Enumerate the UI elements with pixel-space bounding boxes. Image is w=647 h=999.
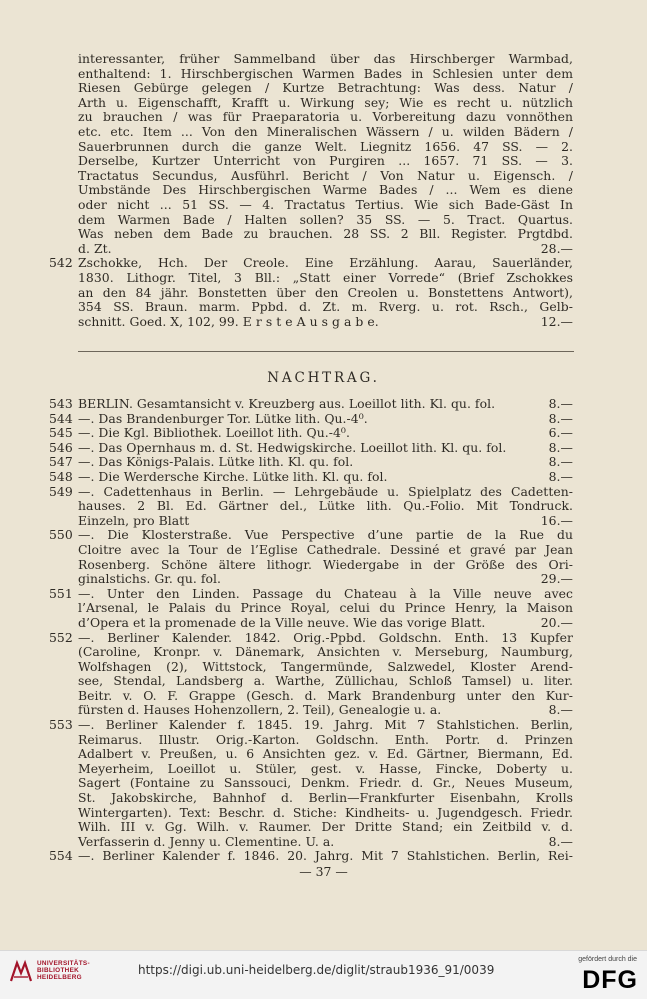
text-line: Reimarus. Illustr. Orig.-Karton. Goldschn. Enth. Portr. d. Prinzen: [78, 732, 573, 747]
entry-number: 550: [49, 528, 73, 543]
entry-text: d. Zt.: [78, 240, 112, 256]
entry-text: —. Die Kgl. Bibliothek. Loeillot lith. Qu.-4⁰.: [78, 425, 350, 441]
text-line: Meyerheim, Loeillot u. Stüler, gest. v. Hasse, Fincke, Doberty u.: [78, 761, 573, 776]
dfg-logo: DFG: [582, 966, 638, 994]
text-line: Umbstände Des Hirschbergischen Warme Bades / ... Wem es diene: [78, 183, 573, 198]
entry-number: 551: [49, 586, 73, 601]
text-line: [49, 256, 573, 271]
text-line: Wolfshagen (2), Wittstock, Tangermünde, Salzwedel, Kloster Arend-: [78, 659, 573, 674]
price: 12.—: [540, 313, 573, 329]
entry-552: [49, 631, 573, 646]
entry-text: —. Berliner Kalender f. 1845. 19. Jahrg. Mit 7 Stahlstichen. Berlin,: [78, 718, 573, 733]
text-line: interessanter, früher Sammelband über das Hirschberger Warmbad,: [78, 52, 573, 66]
text-line: [49, 242, 573, 257]
entry-551: [49, 587, 573, 602]
library-name-line: UNIVERSITÄTS-: [37, 960, 90, 967]
text-line: see, Stendal, Landsberg a. Warthe, Züllichau, Schloß Tamsel) u. liter.: [78, 674, 573, 689]
text-line: Wintergarten). Text: Beschr. d. Stiche: Kindheits- u. Jugendgesch. Friedr.: [78, 805, 573, 820]
entry-number: 548: [49, 468, 73, 484]
price: 28.—: [540, 240, 573, 256]
entry-text: Zschokke, Hch. Der Creole. Eine Erzählung. Aarau, Sauerländer,: [78, 256, 573, 271]
entry-544: [49, 412, 573, 427]
entry-553: [49, 718, 573, 733]
text-line: [49, 315, 573, 330]
entry-number: 552: [49, 630, 73, 645]
text-line: Was neben dem Bade zu brauchen. 28 SS. 2 Bll. Register. Prgtdbd.: [78, 227, 573, 242]
entry-text: —. Die Klosterstraße. Vue Perspective d’une partie de la Rue du: [78, 528, 573, 543]
entry-554: [49, 849, 573, 864]
text-line: Rosenberg. Schöne ältere lithogr. Wiedergabe in der Größe des Ori-: [78, 557, 573, 572]
entry-text: —. Unter den Linden. Passage du Chateau à la Ville neuve avec: [78, 586, 573, 601]
text-line: zu brauchen / was für Praeparatoria u. Vorbereitung dazu vonnöthen: [78, 110, 573, 125]
text-line: St. Jakobskirche, Bahnhof d. Berlin—Frankfurter Eisenbahn, Krolls: [78, 791, 573, 806]
entry-text: —. Berliner Kalender. 1842. Orig.-Ppbd. Goldschn. Enth. 13 Kupfer: [78, 630, 573, 645]
entry-text: BERLIN. Gesamtansicht v. Kreuzberg aus. Loeillot lith. Kl. qu. fol.: [78, 396, 496, 411]
entry-text: —. Das Opernhaus m. d. St. Hedwigskirche. Loeillot lith. Kl. qu. fol.: [78, 439, 507, 455]
entry-text: fürsten d. Hauses Hohenzollern, 2. Teil), Genealogie u. a.: [78, 702, 442, 718]
entry-number: 553: [49, 718, 73, 733]
entry-546: [49, 441, 573, 456]
text-line: [49, 703, 573, 718]
text-line: Derselbe, Kurtzer Unterricht von Purgiren ... 1657. 71 SS. — 3.: [78, 154, 573, 169]
text-line: 1830. Lithogr. Titel, 3 Bll.: „Statt einer Vorrede“ (Brief Zschokkes: [78, 270, 573, 285]
price: 8.—: [548, 468, 573, 484]
entry-number: 542: [49, 256, 73, 271]
price: 20.—: [540, 614, 573, 630]
text-line: Arth u. Eigenschafft, Krafft u. Wirkung sey; Wie es recht u. nützlich: [78, 95, 573, 110]
funding-note: gefördert durch die: [578, 956, 637, 963]
price: 8.—: [548, 833, 573, 849]
entry-543: [49, 397, 573, 412]
text-line: hauses. 2 Bl. Ed. Gärtner del., Lütke lith. Qu.-Folio. Mit Tondruck.: [78, 499, 573, 514]
text-line: Sagert (Fontaine zu Sanssouci, Denkm. Friedr. d. Gr., Neues Museum,: [78, 776, 573, 791]
price: 6.—: [548, 425, 573, 441]
text-line: Wilh. III v. Gg. Wilh. v. Raumer. Der Dritte Stand; ein Zeitbild v. d.: [78, 820, 573, 835]
entry-text: —. Cadettenhaus in Berlin. — Lehrgebäude u. Spielplatz des Cadetten-: [78, 484, 573, 499]
library-name-line: BIBLIOTHEK: [37, 967, 80, 975]
text-line: an den 84 jähr. Bonstetten über den Creolen u. Bonstettens Antwort),: [78, 285, 573, 300]
price: 16.—: [540, 512, 573, 528]
entry-548: [49, 470, 573, 485]
entry-549: [49, 485, 573, 500]
entry-545: [49, 426, 573, 441]
text-line: Cloitre avec la Tour de l’Eglise Cathedrale. Dessiné et gravé par Jean: [78, 542, 573, 557]
entry-text: —. Das Königs-Palais. Lütke lith. Kl. qu. fol.: [78, 454, 354, 470]
text-line: (Caroline, Kronpr. v. Dänemark, Ansichten v. Merseburg, Naumburg,: [78, 645, 573, 660]
price: 8.—: [548, 396, 573, 411]
entry-text: —. Berliner Kalender f. 1846. 20. Jahrg. Mit 7 Stahlstichen. Berlin, Rei-: [78, 849, 573, 864]
entry-number: 554: [49, 849, 73, 864]
text-line: l’Arsenal, le Palais du Prince Royal, celui du Prince Henry, la Maison: [78, 601, 573, 616]
entry-text: Einzeln, pro Blatt: [78, 512, 190, 528]
university-library-name: [37, 960, 90, 982]
text-line: [49, 514, 573, 529]
text-line: [49, 835, 573, 850]
text-line: enthaltend: 1. Hirschbergischen Warmen Bades in Schlesien unter dem: [78, 66, 573, 81]
price: 8.—: [548, 410, 573, 426]
price: 8.—: [548, 702, 573, 718]
entry-550: [49, 528, 573, 543]
section-divider: [78, 351, 574, 352]
entry-number: 549: [49, 484, 73, 499]
document-url-link[interactable]: https://digi.ub.uni-heidelberg.de/diglit/straub1936_91/0039: [138, 963, 495, 977]
entry-text: —. Die Werdersche Kirche. Lütke lith. Kl. qu. fol.: [78, 468, 388, 484]
entry-text: schnitt. Goed. X, 102, 99. E r s t e A u s g a b e.: [78, 313, 379, 329]
text-line: Tractatus Secundus, Ausführl. Bericht / Von Natur u. Eigensch. /: [78, 168, 573, 183]
text-line: 354 SS. Braun. marm. Ppbd. d. Zt. m. Rverg. u. rot. Rsch., Gelb-: [78, 300, 573, 315]
price: 29.—: [540, 571, 573, 587]
page-number: — 37 —: [299, 864, 348, 879]
section-heading: NACHTRAG.: [267, 370, 380, 386]
entry-text: ginalstichs. Gr. qu. fol.: [78, 571, 222, 587]
price: 8.—: [548, 454, 573, 470]
text-line: Beitr. v. O. F. Grappe (Gesch. d. Mark Brandenburg unter den Kur-: [78, 688, 573, 703]
entry-number: 544: [49, 410, 73, 426]
text-line: dem Warmen Bade / Halten sollen? 35 SS. — 5. Tract. Quartus.: [78, 212, 573, 227]
entry-547: [49, 455, 573, 470]
entry-number: 545: [49, 425, 73, 441]
entry-text: Verfasserin d. Jenny u. Clementine. U. a.: [78, 833, 335, 849]
library-name-line: HEIDELBERG: [37, 974, 82, 982]
text-line: Adalbert v. Preußen, u. 6 Ansichten gez. v. Ed. Gärtner, Biermann, Ed.: [78, 747, 573, 762]
price: 8.—: [548, 439, 573, 455]
university-library-logo-icon: [8, 957, 34, 985]
entry-number: 543: [49, 396, 73, 411]
text-line: Riesen Gebürge gelegen / Kurtze Betrachtung: Was dess. Natur /: [78, 81, 573, 96]
entry-number: 547: [49, 454, 73, 470]
continuation-paragraph: [49, 52, 573, 329]
text-line: Sauerbrunnen durch die ganze Welt. Liegnitz 1656. 47 SS. — 2.: [78, 139, 573, 154]
entry-number: 546: [49, 439, 73, 455]
text-line: [49, 572, 573, 587]
text-line: [49, 616, 573, 631]
nachtrag-entries: [49, 397, 573, 864]
entry-text: d’Opera et la promenade de la Ville neuve. Wie das vorige Blatt.: [78, 614, 486, 630]
entry-text: —. Das Brandenburger Tor. Lütke lith. Qu.-4⁰.: [78, 410, 368, 426]
text-line: oder nicht ... 51 SS. — 4. Tractatus Tertius. Wie sich Bade-Gäst In: [78, 197, 573, 212]
text-line: etc. etc. Item ... Von den Mineralischen Wässern / u. wilden Bädern /: [78, 124, 573, 139]
